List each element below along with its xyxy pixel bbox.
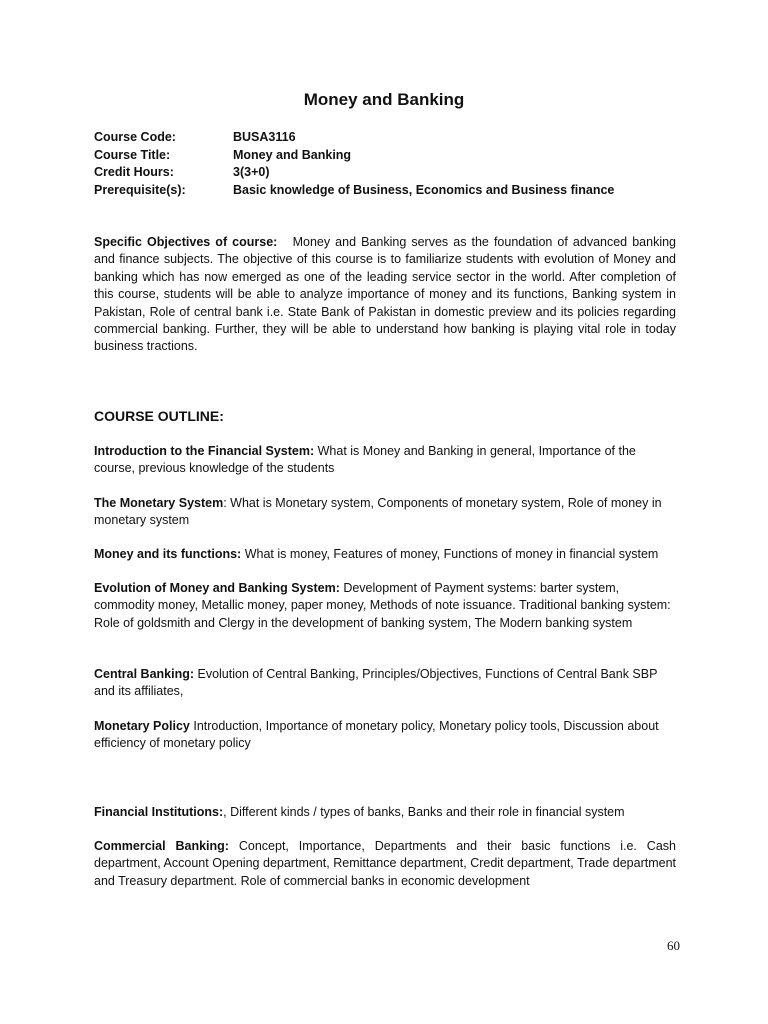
outline-item-heading: Monetary Policy [94, 719, 190, 733]
page-number: 60 [667, 938, 680, 953]
objectives-paragraph [94, 234, 676, 356]
outline-item-introduction [94, 443, 676, 478]
outline-item-monetary-system [94, 495, 676, 530]
course-info [94, 130, 694, 200]
outline-item-commercial-banking [94, 838, 676, 890]
info-label: Prerequisite(s): [94, 182, 186, 197]
info-label: Course Title: [94, 147, 171, 162]
outline-item-text: Development of Payment systems: barter system, commodity money, Metallic money, paper money, Methods of note issuance. Traditional banking system: Role of goldsmith and Clergy in the development of banking system, The Modern banking system [94, 581, 671, 630]
outline-item-financial-institutions [94, 804, 676, 821]
outline-item-heading: Money and its functions: [94, 547, 242, 561]
outline-item-text: Concept, Importance, Departments and their basic functions i.e. Cash department, Account Opening department, Remittance department, Credit department, Trade department and Treasury department. Role of commercial banks in economic development [94, 839, 676, 888]
objectives-heading: Specific Objectives of course: [94, 235, 278, 249]
course-code-row [94, 130, 694, 148]
outline-item-text: , Different kinds / types of banks, Banks and their role in financial system [223, 805, 625, 819]
page-title: Money and Banking [303, 90, 465, 109]
outline-item-heading: Central Banking: [94, 667, 195, 681]
info-label: Credit Hours: [94, 165, 174, 179]
outline-item-text: Evolution of Central Banking, Principles/Objectives, Functions of Central Bank SBP and its affiliates, [94, 667, 658, 699]
outline-item-heading: The Monetary System [94, 496, 224, 510]
prerequisites-row [94, 183, 694, 201]
info-value: 3(3+0) [233, 165, 270, 179]
info-value: BUSA3116 [233, 130, 296, 144]
outline-item-heading: Evolution of Money and Banking System: [94, 581, 340, 595]
outline-item-evolution [94, 580, 676, 632]
info-label: Course Code: [94, 130, 176, 144]
outline-item-central-banking [94, 666, 676, 701]
outline-item-monetary-policy [94, 718, 676, 753]
course-outline-heading: COURSE OUTLINE: [94, 408, 224, 424]
outline-item-heading: Financial Institutions: [94, 805, 224, 819]
outline-item-money-functions [94, 546, 676, 563]
outline-item-text: : What is Monetary system, Components of monetary system, Role of money in monetary system [94, 496, 662, 528]
info-value: Basic knowledge of Business, Economics and Business finance [233, 182, 615, 197]
outline-item-text: What is Money and Banking in general, Importance of the course, previous knowledge of the students [94, 444, 636, 476]
objectives-text: Money and Banking serves as the foundation of advanced banking and finance subjects. The objective of this course is to familiarize students with evolution of Money and banking which has now emerged as one of the leading service sector in the world. After completion of this course, students will be able to analyze importance of money and its functions, Banking system in Pakistan, Role of central bank i.e. State Bank of Pakistan in domestic preview and its policies regarding commercial banking. Further, they will be able to understand how banking is playing vital role in today business tractions. [94, 235, 676, 354]
credit-hours-row [94, 165, 694, 183]
outline-item-text: What is money, Features of money, Functions of money in financial system [241, 547, 659, 561]
outline-item-text: Introduction, Importance of monetary policy, Monetary policy tools, Discussion about efficiency of monetary policy [94, 719, 659, 751]
info-value: Money and Banking [233, 147, 352, 162]
course-title-row [94, 148, 694, 166]
outline-item-heading: Introduction to the Financial System: [94, 444, 315, 458]
outline-item-heading: Commercial Banking: [94, 839, 229, 853]
